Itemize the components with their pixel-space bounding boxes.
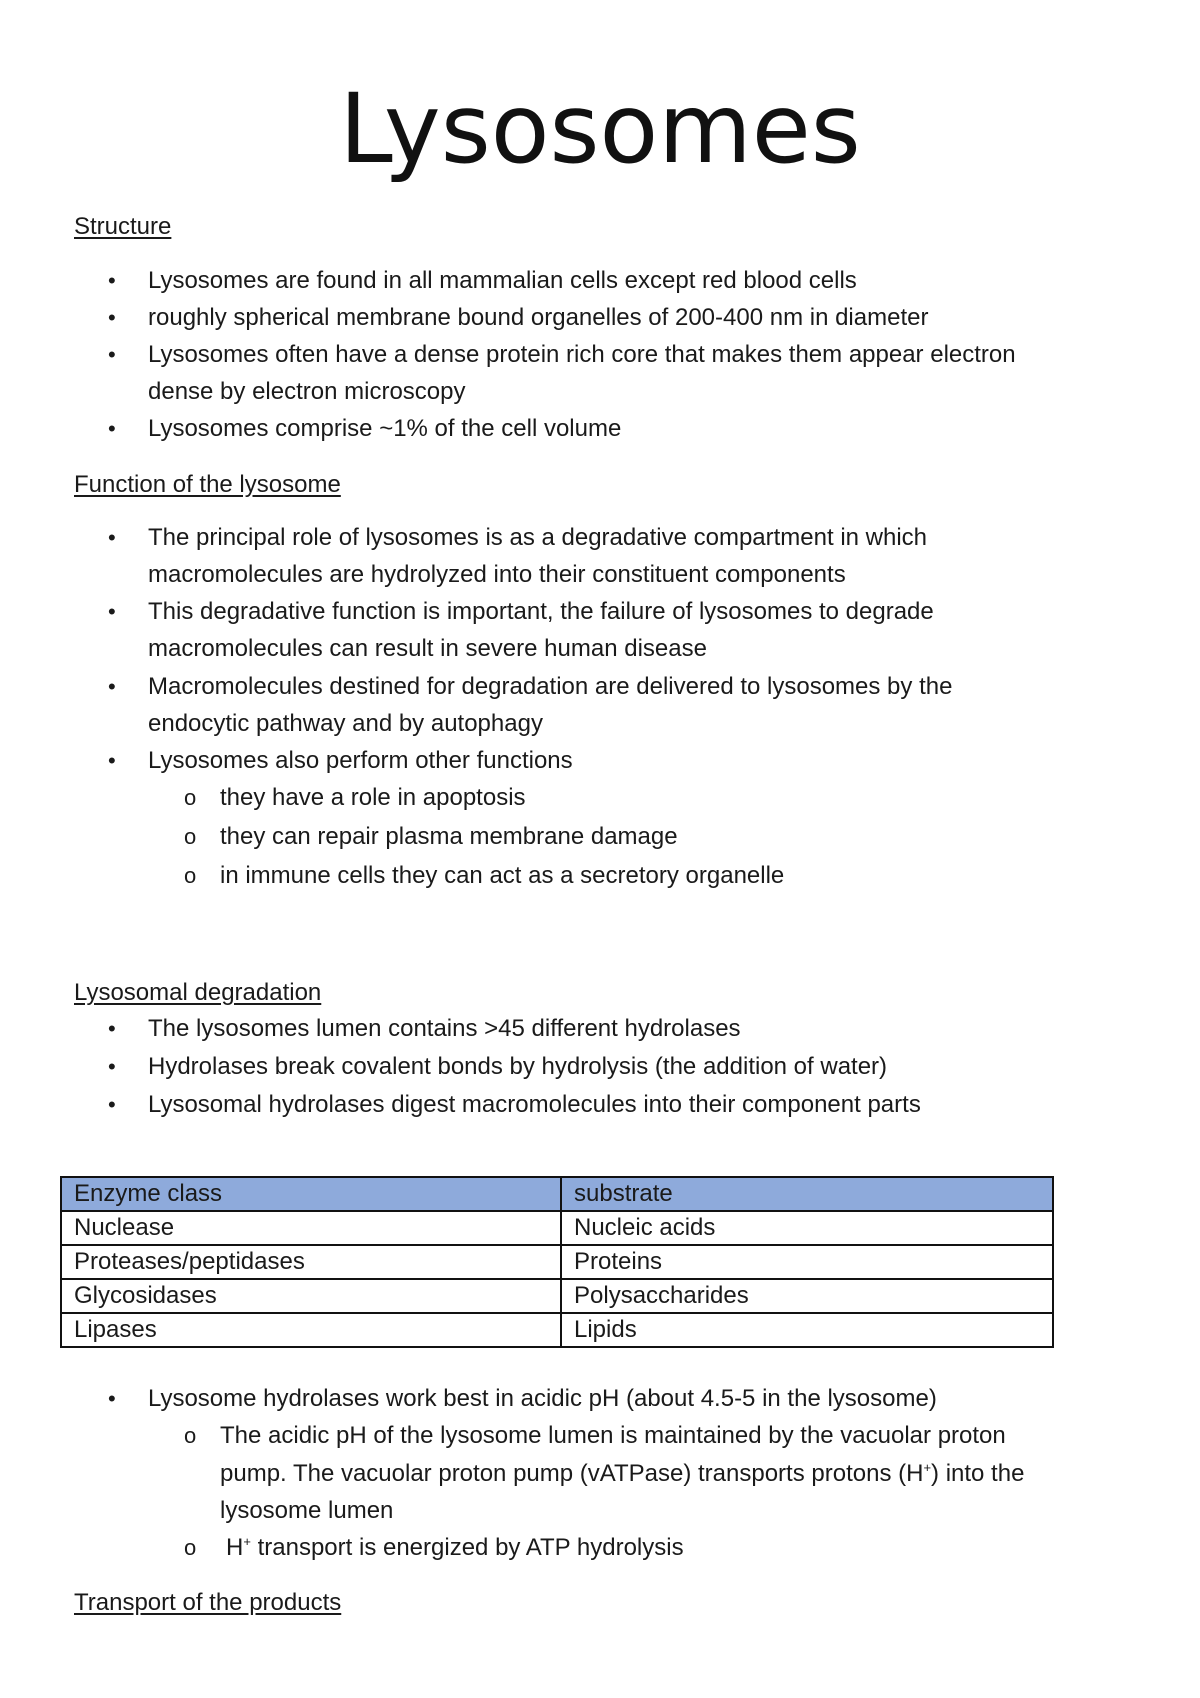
function-bullet-continuation: endocytic pathway and by autophagy bbox=[148, 710, 543, 737]
table-header-cell: substrate bbox=[561, 1177, 1053, 1211]
section-heading-structure: Structure bbox=[74, 213, 172, 240]
table-cell: Glycosidases bbox=[61, 1279, 561, 1313]
h-transport-item bbox=[226, 1533, 684, 1563]
sub-bullet-glyph: o bbox=[184, 824, 197, 849]
bullet-glyph: • bbox=[108, 748, 116, 773]
table-row bbox=[61, 1245, 1053, 1279]
bullet-glyph: • bbox=[108, 1386, 116, 1411]
sub-bullet-glyph: o bbox=[184, 1535, 197, 1560]
bullet-glyph: • bbox=[108, 1092, 116, 1117]
sub-bullet-glyph: o bbox=[184, 785, 197, 810]
table-header-cell: Enzyme class bbox=[61, 1177, 561, 1211]
table-row bbox=[61, 1313, 1053, 1347]
bullet-glyph: • bbox=[108, 674, 116, 699]
sub-bullet-glyph: o bbox=[184, 863, 197, 888]
function-sub-item: they can repair plasma membrane damage bbox=[220, 823, 678, 850]
structure-bullet: Lysosomes often have a dense protein rich core that makes them appear electron bbox=[148, 341, 1016, 368]
bullet-glyph: • bbox=[108, 599, 116, 624]
table-cell: Lipids bbox=[561, 1313, 1053, 1347]
h-symbol: H bbox=[226, 1534, 244, 1561]
bullet-glyph: • bbox=[108, 305, 116, 330]
ph-bullet: Lysosome hydrolases work best in acidic pH (about 4.5-5 in the lysosome) bbox=[148, 1385, 937, 1412]
ph-text: pump. The vacuolar proton pump (vATPase) transports protons (H bbox=[220, 1460, 924, 1487]
function-bullet: This degradative function is important, the failure of lysosomes to degrade bbox=[148, 598, 934, 625]
section-heading-function: Function of the lysosome bbox=[74, 471, 341, 498]
degradation-bullet: The lysosomes lumen contains >45 different hydrolases bbox=[148, 1015, 741, 1042]
degradation-bullet: Lysosomal hydrolases digest macromolecules into their component parts bbox=[148, 1091, 921, 1118]
structure-bullet: Lysosomes are found in all mammalian cells except red blood cells bbox=[148, 267, 857, 294]
structure-bullet-continuation: dense by electron microscopy bbox=[148, 378, 466, 405]
table-cell: Nuclease bbox=[61, 1211, 561, 1245]
table-row bbox=[61, 1279, 1053, 1313]
bullet-glyph: • bbox=[108, 525, 116, 550]
table-cell: Proteases/peptidases bbox=[61, 1245, 561, 1279]
function-bullet-continuation: macromolecules can result in severe human disease bbox=[148, 635, 707, 662]
function-bullet: Macromolecules destined for degradation are delivered to lysosomes by the bbox=[148, 673, 953, 700]
bullet-glyph: • bbox=[108, 1054, 116, 1079]
function-bullet-continuation: macromolecules are hydrolyzed into their constituent components bbox=[148, 561, 846, 588]
degradation-bullet: Hydrolases break covalent bonds by hydrolysis (the addition of water) bbox=[148, 1053, 888, 1080]
table-cell: Polysaccharides bbox=[561, 1279, 1053, 1313]
function-sub-item: they have a role in apoptosis bbox=[220, 784, 526, 811]
bullet-glyph: • bbox=[108, 1016, 116, 1041]
ph-text: ) into the bbox=[931, 1460, 1025, 1487]
ph-sub-item-continuation: lysosome lumen bbox=[220, 1497, 394, 1524]
function-sub-item: in immune cells they can act as a secretory organelle bbox=[220, 862, 785, 889]
ph-sub-item: The acidic pH of the lysosome lumen is maintained by the vacuolar proton bbox=[220, 1422, 1006, 1449]
function-bullet: The principal role of lysosomes is as a degradative compartment in which bbox=[148, 524, 928, 551]
table-row bbox=[61, 1211, 1053, 1245]
table-header-row bbox=[61, 1177, 1053, 1211]
h-transport-text: transport is energized by ATP hydrolysis bbox=[250, 1534, 684, 1561]
sub-bullet-glyph: o bbox=[184, 1423, 197, 1448]
function-bullet: Lysosomes also perform other functions bbox=[148, 747, 573, 774]
table-cell: Nucleic acids bbox=[561, 1211, 1053, 1245]
ph-sub-item-continuation bbox=[220, 1459, 1024, 1489]
structure-bullet: Lysosomes comprise ~1% of the cell volume bbox=[148, 415, 622, 442]
superscript-plus: + bbox=[243, 1534, 251, 1549]
bullet-glyph: • bbox=[108, 268, 116, 293]
structure-bullet: roughly spherical membrane bound organelles of 200-400 nm in diameter bbox=[148, 304, 929, 331]
enzyme-table bbox=[60, 1176, 1054, 1348]
page-title: Lysosomes bbox=[339, 73, 861, 185]
bullet-glyph: • bbox=[108, 416, 116, 441]
superscript-plus: + bbox=[923, 1460, 932, 1475]
section-heading-degradation: Lysosomal degradation bbox=[74, 979, 322, 1006]
section-heading-transport: Transport of the products bbox=[74, 1589, 342, 1616]
bullet-glyph: • bbox=[108, 342, 116, 367]
table-cell: Proteins bbox=[561, 1245, 1053, 1279]
table-cell: Lipases bbox=[61, 1313, 561, 1347]
